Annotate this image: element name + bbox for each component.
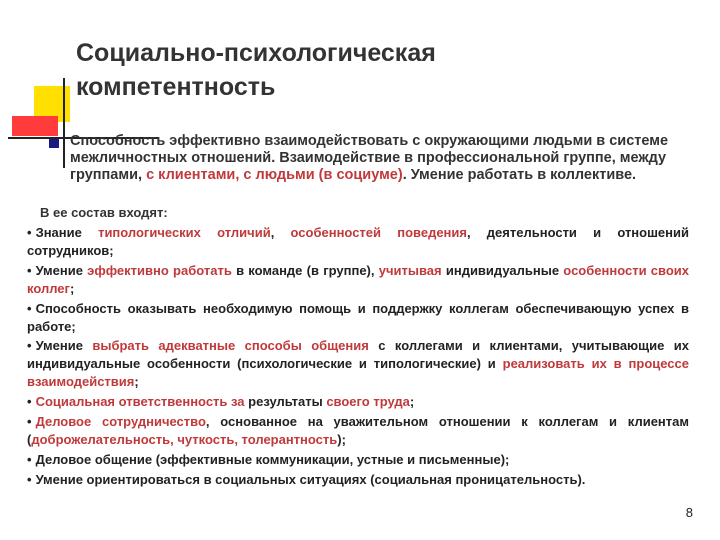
list-item-segment: Социальная ответственность за [35,394,249,410]
list-item [27,224,689,260]
bullet-icon: • [27,451,32,467]
list-item-segment: ); [337,431,346,447]
list-item-segment: результаты [248,394,323,410]
slide-title [76,36,696,104]
list-item-segment: Умение [35,338,93,354]
competency-list [27,224,689,490]
page-number: 8 [685,505,693,520]
list-item-segment: , [270,225,291,240]
list-item-segment: с коллегами и клиентами, учитывающие их индивидуальные особенности (психологические и типологические) и [27,338,689,372]
intro-segment: с клиентами, с людьми (в социуме) [146,167,403,183]
list-item-segment: реализовать их в процессе взаимодействия [27,356,689,390]
bullet-icon: • [27,338,32,354]
list-item-segment: своего труда [322,394,410,410]
list-item-segment: Умение ориентироваться в социальных ситуациях (социальная проницательность). [35,471,586,487]
list-item [27,471,689,489]
list-item-segment: эффективно работать [87,262,232,278]
bullet-icon: • [27,394,32,410]
list-item-segment: ; [69,280,75,296]
list-item-segment: , деятельности и отношений сотрудников; [27,225,689,258]
intro-segment: . Умение работать в коллективе. [402,167,637,183]
list-item-segment: Деловое общение (эффективные коммуникации, устные и письменные); [35,451,510,467]
list-item-segment: Знание [35,225,99,240]
composition-label: В ее состав входят: [40,205,168,220]
decorative-red-bar [12,116,58,136]
list-item-segment: в команде (в группе), [231,262,379,278]
list-item [27,337,689,391]
list-item [27,393,689,411]
list-item-segment: , основанное на уважительном отношении к коллегам и клиентам ( [27,413,689,447]
intro-segment: с окружающими людьми в системе межличностных отношений. Взаимодействие в профессиональной группе, между группами, [70,133,669,183]
list-item-segment: особенностей поведения [290,225,467,240]
list-item [27,300,689,336]
list-item [27,451,689,469]
list-item-segment: учитывая [378,262,442,278]
bullet-icon: • [27,413,32,429]
list-item [27,262,689,298]
list-item-segment: Способность оказывать необходимую помощь и поддержку коллегам обеспечивающую успех в работе; [27,300,689,334]
list-item [27,413,689,449]
decorative-vertical-line [63,78,65,168]
list-item-segment: Деловое сотрудничество [35,413,206,429]
slide-title-line-2: компетентность [76,73,276,101]
intro-paragraph [70,133,696,184]
list-item-segment: доброжелательность, чуткость, толерантность [31,431,338,447]
list-item-segment: Умение [35,262,88,278]
list-item-segment: выбрать адекватные способы общения [92,338,369,354]
list-item-segment: ; [409,394,415,410]
list-item-segment: типологических отличий [98,225,271,240]
bullet-icon: • [27,225,32,240]
bullet-icon: • [27,471,32,487]
list-item-segment: индивидуальные [441,262,564,278]
bullet-icon: • [27,262,32,278]
bullet-icon: • [27,300,32,316]
square-bullet-icon [49,139,59,148]
list-item-segment: ; [134,374,139,390]
slide-title-line-1: Социально-психологическая [76,39,436,67]
intro-segment: Способность эффективно взаимодействовать [70,133,413,149]
list-item-segment: особенности своих коллег [27,262,690,296]
